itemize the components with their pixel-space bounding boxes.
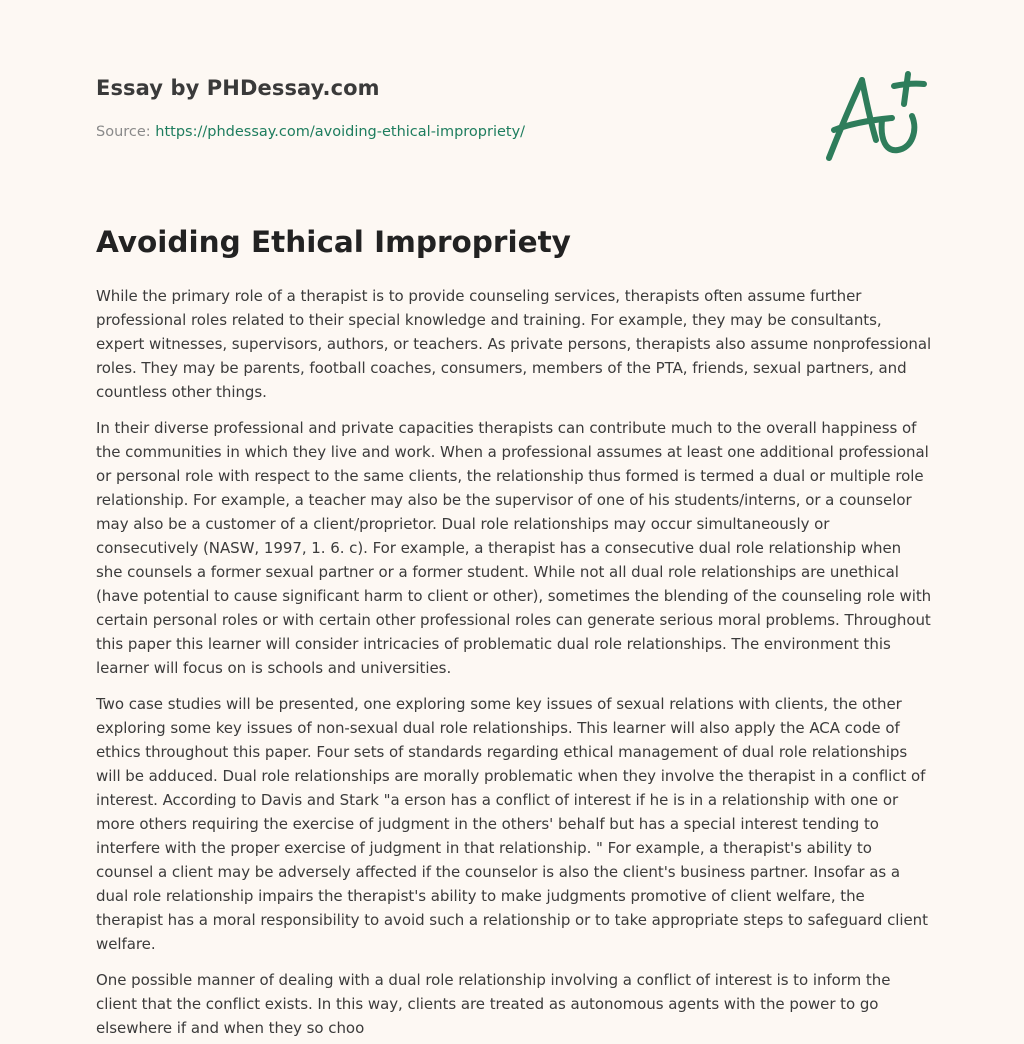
essay-paragraph: Two case studies will be presented, one exploring some key issues of sexual relations with clients, the other exploring some key issues of non-sexual dual role relationships. This learner will also apply the ACA code of ethics throughout this paper. Four sets of standards regarding ethical management of dual role relationships will be adduced. Dual role relationships are morally problematic when they involve the therapist in a conflict of interest. According to Davis and Stark "a erson has a conflict of interest if he is in a relationship with one or more others requiring the exercise of judgment in the others' behalf but has a special interest tending to interfere with the proper exercise of judgment in that relationship. " For example, a therapist's ability to counsel a client may be adversely affected if the counselor is also the client's business partner. Insofar as a dual role relationship impairs the therapist's ability to make judgments promotive of client welfare, the therapist has a moral responsibility to avoid such a relationship or to take appropriate steps to safeguard client welfare.: [96, 695, 928, 953]
essay-paragraph: One possible manner of dealing with a dual role relationship involving a conflict of interest is to inform the client that the conflict exists. In this way, clients are treated as autonomous agents with the power to go elsewhere if and when they so choo: [96, 971, 891, 1036]
source-link[interactable]: https://phdessay.com/avoiding-ethical-impropriety/: [155, 124, 526, 140]
site-label: Essay by PHDessay.com: [96, 76, 380, 100]
essay-paragraph: In their diverse professional and private capacities therapists can contribute much to the overall happiness of the communities in which they live and work. When a professional assumes at least one additional professional or personal role with respect to the same clients, the relationship thus formed is termed a dual or multiple role relationship. For example, a teacher may also be the supervisor of one of his students/interns, or a counselor may also be a customer of a client/proprietor. Dual role relationships may occur simultaneously or consecutively (NASW, 1997, 1. 6. c). For example, a therapist has a consecutive dual role relationship when she counsels a former sexual partner or a former student. While not all dual role relationships are unethical (have potential to cause significant harm to client or other), sometimes the blending of the counseling role with certain personal roles or with certain other professional roles can generate serious moral problems. Throughout this paper this learner will consider intricacies of problematic dual role relationships. The environment this learner will focus on is schools and universities.: [96, 419, 932, 677]
source-prefix: Source:: [96, 124, 156, 140]
essay-title: Avoiding Ethical Impropriety: [96, 225, 571, 259]
essay-paragraph: While the primary role of a therapist is to provide counseling services, therapists often assume further professional roles related to their special knowledge and training. For example, they may be consultants, expert witnesses, supervisors, authors, or teachers. As private persons, therapists also assume nonprofessional roles. They may be parents, football coaches, consumers, members of the PTA, friends, sexual partners, and countless other things.: [96, 287, 932, 401]
essay-body: [96, 284, 932, 1036]
a-plus-logo-icon: [820, 68, 930, 164]
source-line: [96, 124, 525, 140]
